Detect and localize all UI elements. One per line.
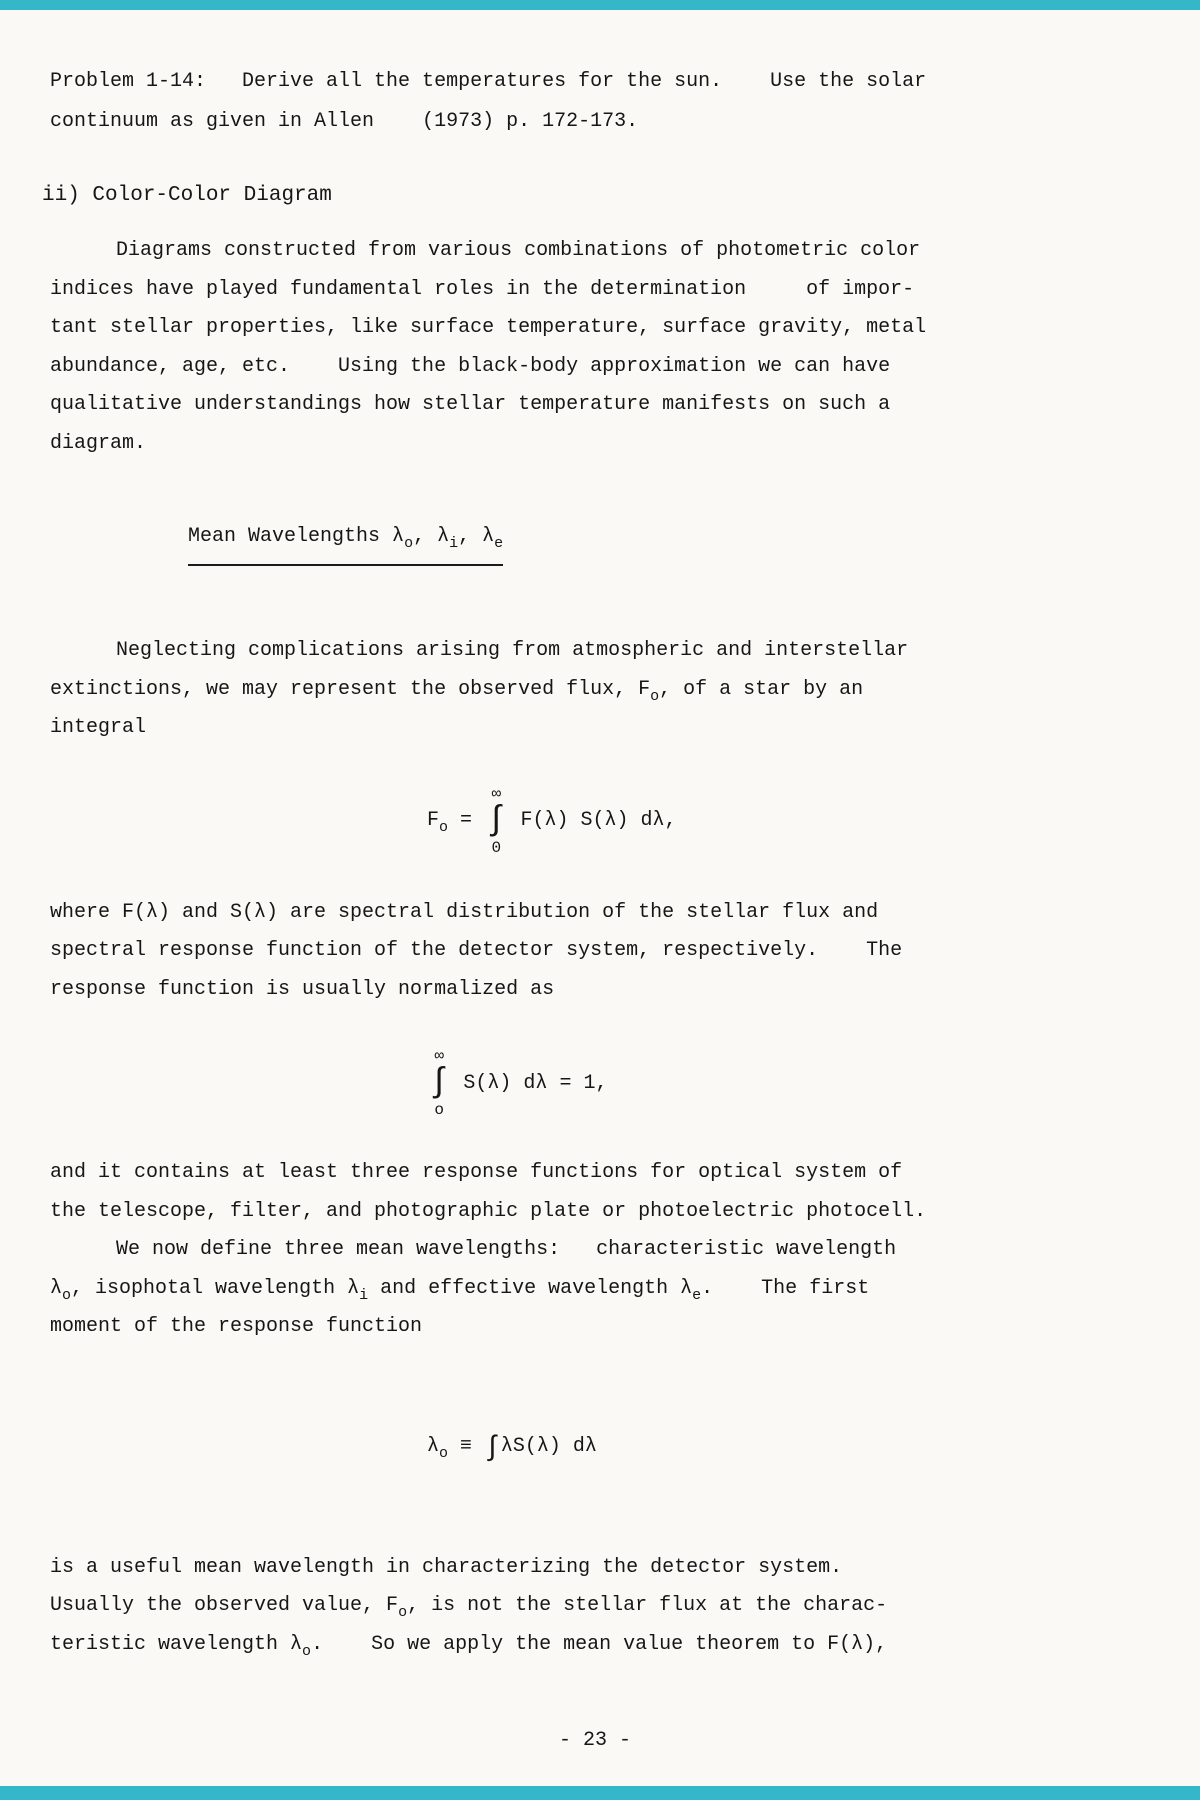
text-line bbox=[50, 1626, 1140, 1665]
subscript: i bbox=[449, 535, 459, 552]
text-segment: = bbox=[448, 809, 485, 832]
formula-characteristic-wavelength bbox=[355, 1375, 1140, 1519]
paragraph-observed-flux bbox=[50, 632, 1140, 748]
underlined-heading-text bbox=[188, 517, 503, 566]
integral-upper-limit: ∞ bbox=[491, 784, 502, 803]
text-line: diagram. bbox=[50, 431, 147, 455]
subscript: e bbox=[494, 535, 504, 552]
text-line: Neglecting complications arising from atmospheric and interstellar bbox=[116, 639, 909, 662]
formula-normalization bbox=[355, 1021, 1140, 1142]
text-segment: . So we apply the mean value theorem to F(λ), bbox=[311, 1632, 888, 1656]
formula-rhs: F(λ) S(λ) dλ, bbox=[508, 809, 677, 832]
integral-sign: ∫ bbox=[429, 1064, 450, 1102]
formula-observed-flux-integral bbox=[355, 762, 1140, 880]
text-segment: , of a star by an bbox=[659, 677, 864, 701]
problem-line: continuum as given in Allen (1973) p. 172-173. bbox=[50, 110, 639, 133]
text-segment: teristic wavelength λ bbox=[50, 1632, 303, 1656]
text-segment: , isophotal wavelength λ bbox=[71, 1276, 360, 1300]
text-line: qualitative understandings how stellar temperature manifests on such a bbox=[50, 393, 891, 416]
problem-line: Problem 1-14: Derive all the temperatures for the sun. Use the solar bbox=[50, 70, 927, 93]
text-segment: Usually the observed value, F bbox=[50, 1594, 399, 1617]
subscript: o bbox=[650, 687, 660, 705]
integral-with-limits bbox=[486, 785, 506, 857]
text-segment: Mean Wavelengths λ bbox=[188, 525, 405, 548]
subscript: o bbox=[62, 1286, 72, 1304]
text-segment: , λ bbox=[458, 525, 495, 548]
text-line: the telescope, filter, and photographic plate or photoelectric photocell. bbox=[50, 1199, 927, 1223]
text-segment: extinctions, we may represent the observed flux, F bbox=[50, 677, 651, 701]
subscript: e bbox=[692, 1286, 702, 1304]
text-line: response function is usually normalized as bbox=[50, 977, 555, 1001]
text-segment: F bbox=[427, 809, 440, 832]
page-number: - 23 - bbox=[558, 1729, 631, 1752]
integral-lower-limit: o bbox=[434, 1101, 445, 1119]
text-segment: , λ bbox=[413, 525, 450, 548]
formula-row bbox=[427, 1047, 607, 1119]
subscript: i bbox=[359, 1286, 369, 1304]
text-segment: λ bbox=[50, 1276, 63, 1300]
text-line: where F(λ) and S(λ) are spectral distribution of the stellar flux and bbox=[50, 900, 879, 924]
subscript: o bbox=[439, 1444, 449, 1462]
formula-rhs: S(λ) dλ = 1, bbox=[451, 1071, 608, 1095]
text-line bbox=[50, 1270, 1140, 1309]
text-segment: λ bbox=[427, 1434, 440, 1458]
integral-sign: ∫ bbox=[486, 801, 507, 840]
text-segment: . The first bbox=[701, 1276, 870, 1300]
text-line: We now define three mean wavelengths: characteristic wavelength bbox=[116, 1238, 897, 1261]
formula-row bbox=[427, 785, 676, 857]
formula-rhs: λS(λ) dλ bbox=[500, 1434, 597, 1458]
text-segment: ≡ bbox=[448, 1434, 485, 1458]
subscript: o bbox=[302, 1642, 312, 1660]
formula-lhs bbox=[427, 809, 485, 836]
subscript: o bbox=[439, 819, 449, 836]
problem-statement bbox=[50, 62, 1140, 142]
integral-lower-limit: 0 bbox=[491, 838, 502, 857]
text-line: and it contains at least three response functions for optical system of bbox=[50, 1161, 903, 1184]
text-line: Diagrams constructed from various combinations of photometric color bbox=[116, 239, 921, 262]
integral-sign: ∫ bbox=[484, 1432, 501, 1464]
text-line: integral bbox=[50, 716, 147, 739]
text-line: is a useful mean wavelength in characterizing the detector system. bbox=[50, 1555, 843, 1579]
paragraph-intro bbox=[50, 232, 1140, 463]
subsection-heading-mean-wavelengths bbox=[50, 477, 1140, 606]
paragraph-response-function bbox=[50, 894, 1140, 1010]
text-line: spectral response function of the detector system, respectively. The bbox=[50, 939, 903, 962]
integral-upper-limit: ∞ bbox=[434, 1047, 445, 1065]
text-line: abundance, age, etc. Using the black-body approximation we can have bbox=[50, 354, 891, 378]
paragraph-three-wavelengths bbox=[50, 1154, 1140, 1347]
text-line: tant stellar properties, like surface temperature, surface gravity, metal bbox=[50, 316, 927, 339]
paragraph-mean-value-theorem bbox=[50, 1549, 1140, 1665]
text-line bbox=[50, 1587, 1140, 1626]
text-segment: and effective wavelength λ bbox=[368, 1276, 693, 1300]
text-line bbox=[50, 671, 1140, 710]
section-heading: ii) Color-Color Diagram bbox=[42, 184, 332, 207]
text-line: moment of the response function bbox=[50, 1315, 423, 1338]
formula-lhs bbox=[427, 1434, 485, 1462]
scan-edge-bottom bbox=[0, 1786, 1200, 1800]
subscript: o bbox=[398, 1604, 408, 1621]
subscript: o bbox=[404, 535, 414, 552]
text-segment: , is not the stellar flux at the charac- bbox=[407, 1594, 888, 1617]
text-line: indices have played fundamental roles in the determination of impor- bbox=[50, 277, 915, 301]
integral-with-limits bbox=[429, 1047, 449, 1119]
